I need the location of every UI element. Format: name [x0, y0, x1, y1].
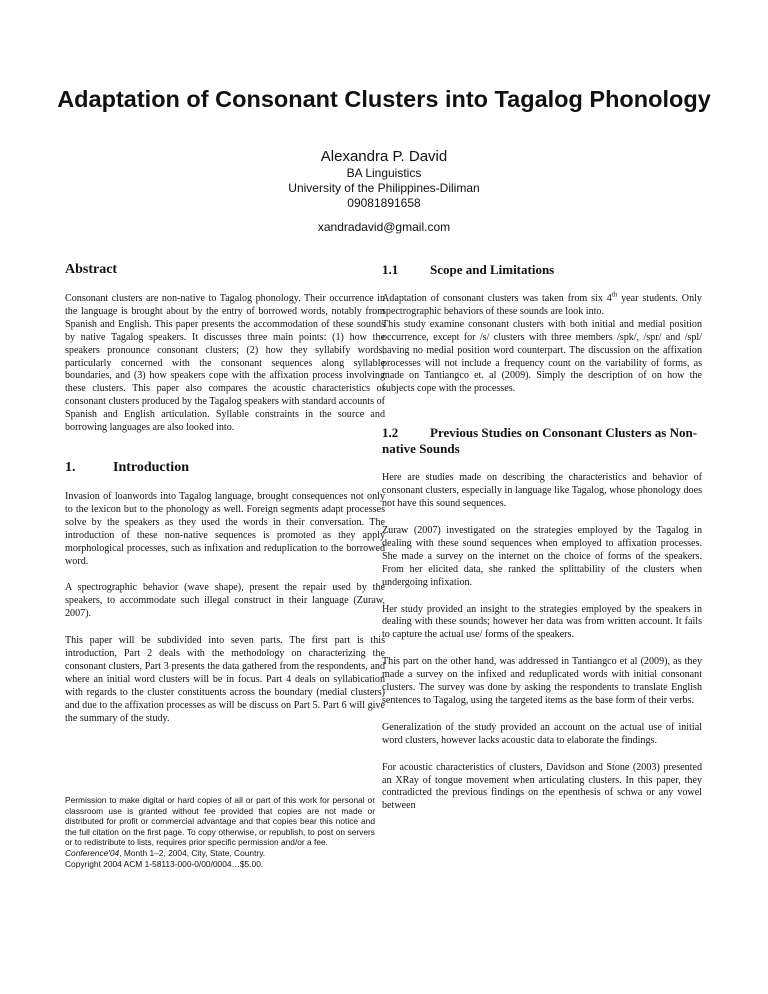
right-column: [382, 262, 702, 824]
author-affiliation: University of the Philippines-Diliman: [288, 181, 480, 195]
conference-name: Conference'04: [65, 847, 120, 858]
previous-paragraph-4: This part on the other hand, was addressed in Tantiangco et al (2009), as they made a survey on the infixed and reduplicated words with initial consonant clusters. The survey was done by asking the respondents to translate English sentences to Tagalog, using the targeted items as the base form of their verbs.: [382, 656, 702, 706]
previous-paragraph-1: Here are studies made on describing the characteristics and behavior of consonant clusters, especially in language like Tagalog, whose phonology does not have this sound sequences.: [382, 472, 702, 510]
ordinal-suffix: th: [611, 290, 618, 299]
section-title: Previous Studies on Consonant Clusters as Non-native Sounds: [382, 425, 698, 457]
author-phone: 09081891658: [347, 196, 421, 210]
conference-details: , Month 1–2, 2004, City, State, Country.: [119, 847, 266, 858]
previous-paragraph-5: Generalization of the study provided an account on the actual use of initial word clusters, however lacks acoustic data to elaborate the findings.: [382, 721, 702, 746]
intro-paragraph-2: A spectrographic behavior (wave shape), present the repair used by the speakers, to accommodate such illegal construct in their language (Zuraw, 2007).: [65, 582, 385, 620]
author-email: xandradavid@gmail.com: [317, 220, 451, 234]
permission-text: Permission to make digital or hard copies of all or part of this work for personal or classroom use is granted without fee provided that copies are not made or distributed for profit or commercial advantage and that copies bear this notice and the full citation on the first page. To copy otherwise, or republish, to post on servers or to redistribute to lists, requires prior specific permission and/or a fee.: [65, 795, 375, 848]
previous-paragraph-2: Zuraw (2007) investigated on the strategies employed by the Tagalog in dealing with these sound sequences when employed to affixation processes. She made a survey on the internet on the choice of forms of the speakers. From her elicited data, she ranked the splittability of the clusters when undergoing infixation.: [382, 524, 702, 588]
permission-notice: [65, 795, 375, 869]
previous-studies-heading: [382, 425, 702, 457]
section-number: 1.2: [382, 425, 399, 441]
previous-paragraph-3: Her study provided an insight to the strategies employed by the speakers in dealing with these sounds; however her data was from written account. It fails to capture the actual use/ forms of the speakers.: [382, 603, 702, 641]
section-number: 1.: [65, 459, 76, 475]
copyright-line: Copyright 2004 ACM 1-58113-000-0/00/0004…$5.00.: [65, 858, 264, 869]
scope-paragraph-2: This study examine consonant clusters with both initial and medial position occurrence, except for /s/ clusters with three members /spk/, /spr/ and /spl/ having no medial position word counterpart. The discussion on the affixation processes will not include a frequency count on the variability of forms, as made on Tantiangco et. al (2009). Simply the description of on how the subjects cope with the processes.: [382, 318, 702, 395]
scope-text-b: year students. Only spectrographic behaviors of these sounds are look into.: [382, 293, 702, 317]
intro-paragraph-3: This paper will be subdivided into seven parts. The first part is this introduction, Part 2 deals with the methodology on characterizing the consonant clusters, Part 3 presents the data gathered from the respondents, and where an initial word clusters will be in focus. Part 4 deals on syllabication with regards to the cluster constituents across the boundary (medial clusters) and due to the affixation processes as will be discuss on Part 5. Part 6 will give the summary of the study.: [65, 635, 385, 724]
intro-paragraph-1: Invasion of loanwords into Tagalog language, brought consequences not only to the lexicon but to the phonology as well. Foreign segments adapt processes solve by the speakers as they used the words in their conversation. The introduction of these non-native sequences is promoted as they apply morphological processes, such as infixation and reduplication to the borrowed word.: [65, 490, 385, 567]
introduction-heading: [65, 460, 385, 476]
left-column: [65, 262, 385, 736]
paper-title: Adaptation of Consonant Clusters into Tagalog Phonology: [57, 86, 711, 112]
author-name: Alexandra P. David: [320, 148, 448, 165]
previous-paragraph-6: For acoustic characteristics of clusters, Davidson and Stone (2003) presented an XRay of tongue movement when articulating clusters. In this paper, they contradicted the previous findings on the epenthesis of schwa or any vowel between: [382, 761, 702, 812]
author-program: BA Linguistics: [346, 166, 422, 180]
scope-paragraph-1: [382, 290, 702, 319]
abstract-heading: Abstract: [65, 262, 118, 277]
scope-heading: [382, 262, 702, 278]
section-title: Scope and Limitations: [430, 262, 555, 277]
scope-text-a: Adaptation of consonant clusters was taken from six 4: [382, 293, 612, 304]
abstract-text: Consonant clusters are non-native to Tagalog phonology. Their occurrence in the language is brought about by the entry of borrowed words, notably from Spanish and English. This paper presents the accommodation of these sounds by native Tagalog speakers. It discusses three main points: (1) how the speakers pronounce consonant clusters; (2) how they syllabify words, particularly concerned with the consonant sequences along syllable boundaries, and (3) how speakers cope with the affixation process involving these clusters. This paper also compares the acoustic characteristics of consonant clusters produced by the Tagalog speakers with standard accounts of Spanish and English articulation. Syllable constraints in the source and borrowing languages are also looked into.: [65, 293, 385, 434]
author-block: [150, 148, 618, 235]
section-number: 1.1: [382, 262, 399, 277]
section-title: Introduction: [113, 459, 189, 475]
